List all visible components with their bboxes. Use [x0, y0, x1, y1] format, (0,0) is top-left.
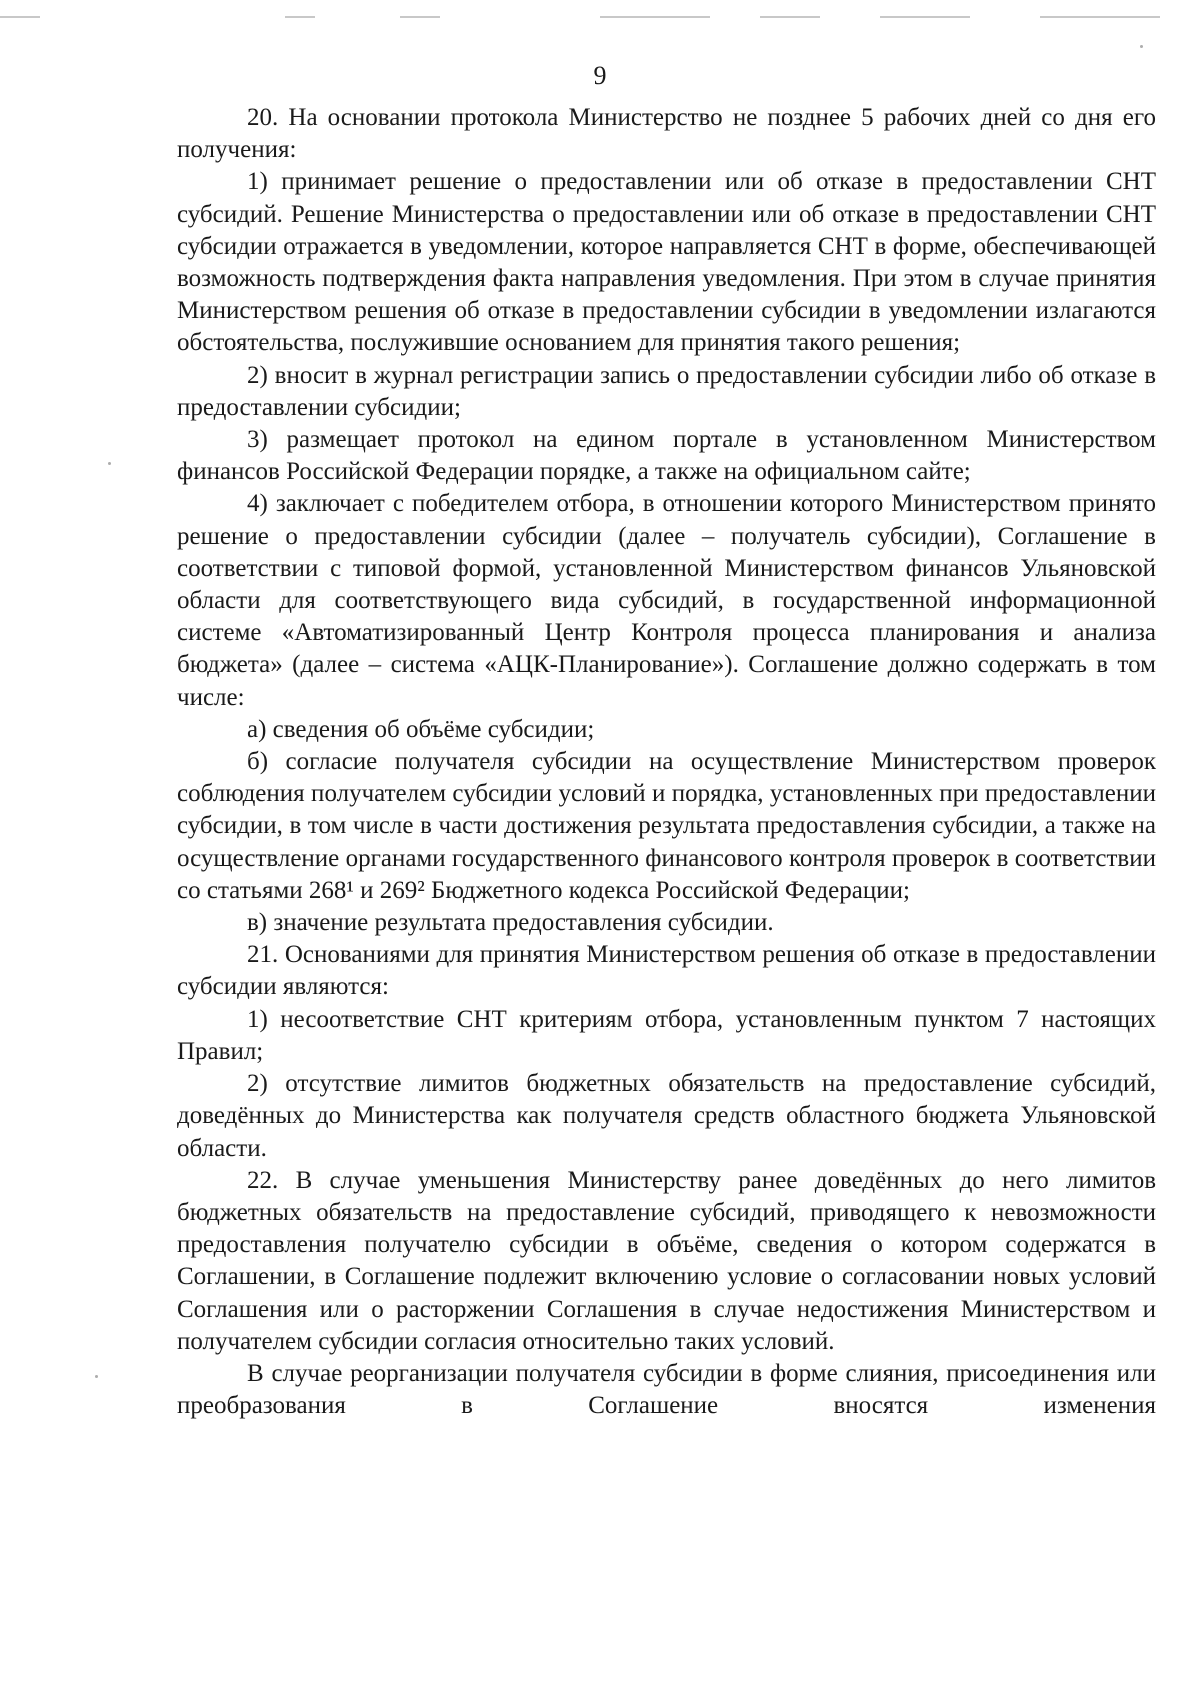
paragraph-20-item-4a: а) сведения об объёме субсидии;: [247, 715, 595, 743]
paragraph-22-reorganization: В случае реорганизации получателя субсидии в форме слияния, присоединения или преобразования в Соглашение вносятся изменения: [177, 1359, 1156, 1420]
document-body: [177, 102, 1156, 1422]
paragraph-21-item-2: 2) отсутствие лимитов бюджетных обязательств на предоставление субсидий, доведённых до Министерства как получателя средств областного бюджета Ульяновской области.: [177, 1070, 1156, 1162]
paragraph-20-item-4: 4) заключает с победителем отбора, в отношении которого Министерством принято решение о предоставлении субсидии (далее – получатель субсидии), Соглашение в соответствии с типовой формой, установленной Министерством финансов Ульяновской области для соответствующего вида субсидий, в государственной информационной системе «Автоматизированный Центр Контроля процесса планирования и анализа бюджета» (далее – система «АЦК-Планирование»). Соглашение должно содержать в том числе:: [177, 490, 1156, 711]
paragraph-21-item-1: 1) несоответствие СНТ критериям отбора, установленным пунктом 7 настоящих Правил;: [177, 1005, 1156, 1065]
paragraph-20-item-2: 2) вносит в журнал регистрации запись о предоставлении субсидии либо об отказе в предоставлении субсидии;: [177, 361, 1156, 421]
paragraph-20-item-4v: в) значение результата предоставления субсидии.: [247, 909, 774, 937]
paragraph-22: 22. В случае уменьшения Министерству ранее доведённых до него лимитов бюджетных обязательств на предоставление субсидий, приводящего к невозможности предоставления получателю субсидии в объёме, сведения о котором содержатся в Соглашении, в Соглашение подлежит включению условие о согласовании новых условий Соглашения или о расторжении Соглашения в случае недостижения Министерством и получателем субсидии согласия относительно таких условий.: [177, 1166, 1156, 1355]
page-number: 9: [593, 61, 607, 90]
paragraph-20-item-4b: б) согласие получателя субсидии на осуществление Министерством проверок соблюдения получателем субсидии условий и порядка, установленных при предоставлении субсидии, в том числе в части достижения результата предоставления субсидии, а также на осуществление органами государственного финансового контроля проверок в соответствии со статьями 268¹ и 269² Бюджетного кодекса Российской Федерации;: [177, 748, 1156, 904]
scan-speck: [95, 1375, 98, 1378]
paragraph-20-item-3: 3) размещает протокол на едином портале в установленном Министерством финансов Российской Федерации порядке, а также на официальном сайте;: [177, 426, 1156, 486]
scan-speck: [1140, 45, 1143, 48]
paragraph-20-intro: 20. На основании протокола Министерство не позднее 5 рабочих дней со дня его получения:: [177, 104, 1156, 164]
scan-speck: [108, 462, 111, 465]
paragraph-21-intro: 21. Основаниями для принятия Министерством решения об отказе в предоставлении субсидии являются:: [177, 941, 1156, 1001]
paragraph-20-item-1: 1) принимает решение о предоставлении или об отказе в предоставлении СНТ субсидий. Решение Министерства о предоставлении или об отказе в предоставлении СНТ субсидии отражается в уведомлении, которое направляется СНТ в форме, обеспечивающей возможность подтверждения факта направления уведомления. При этом в случае принятия Министерством решения об отказе в предоставлении субсидии в уведомлении излагаются обстоятельства, послужившие основанием для принятия такого решения;: [177, 168, 1156, 357]
scan-edge-artifact: [0, 14, 1200, 22]
